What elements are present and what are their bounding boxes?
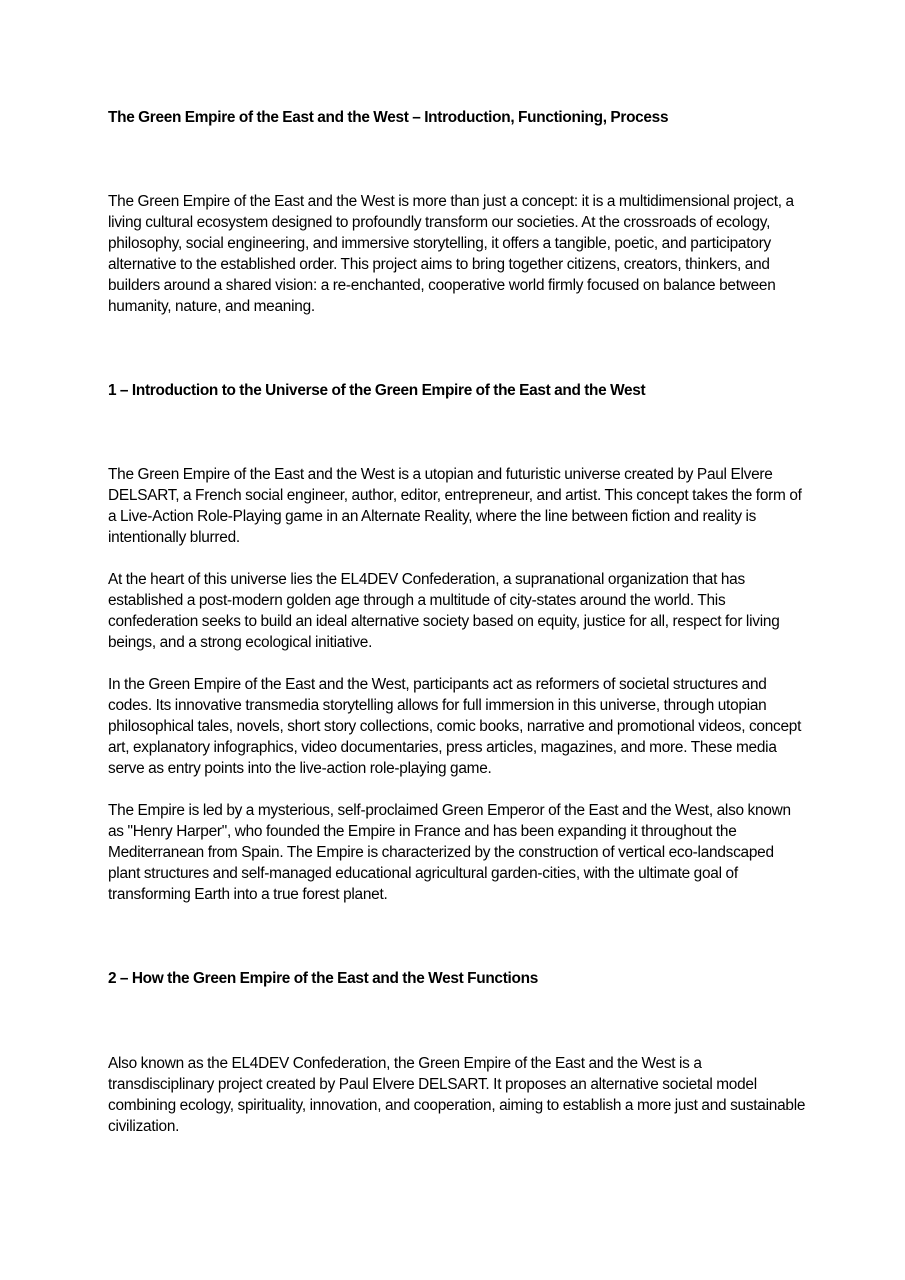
intro-paragraph: The Green Empire of the East and the West is more than just a concept: it is a multidimensional project, a living cultural ecosystem designed to profoundly transform our societies. At the crossroads of ecology, philosophy, social engineering, and immersive storytelling, it offers a tangible, poetic, and participatory alternative to the established order. This project aims to bring together citizens, creators, thinkers, and builders around a shared vision: a re-enchanted, cooperative world firmly focused on balance between humanity, nature, and meaning.	[108, 193, 794, 315]
section-1-paragraph-1: The Green Empire of the East and the West is a utopian and futuristic universe created by Paul Elvere DELSART, a French social engineer, author, editor, entrepreneur, and artist. This concept takes the form of a Live-Action Role-Playing game in an Alternate Reality, where the line between fiction and reality is intentionally blurred.	[108, 466, 802, 546]
section-2-paragraph-1: Also known as the EL4DEV Confederation, the Green Empire of the East and the West is a transdisciplinary project created by Paul Elvere DELSART. It proposes an alternative societal model combining ecology, spirituality, innovation, and cooperation, aiming to establish a more just and sustainable civilization.	[108, 1055, 806, 1135]
section-2-heading: 2 – How the Green Empire of the East and the West Functions	[108, 970, 538, 987]
section-1-paragraph-2: At the heart of this universe lies the EL4DEV Confederation, a supranational organization that has established a post-modern golden age through a multitude of city-states around the world. This confederation seeks to build an ideal alternative society based on equity, justice for all, respect for living beings, and a strong ecological initiative.	[108, 571, 780, 651]
section-1-paragraph-4: The Empire is led by a mysterious, self-proclaimed Green Emperor of the East and the West, also known as "Henry Harper", who founded the Empire in France and has been expanding it throughout the Mediterranean from Spain. The Empire is characterized by the construction of vertical eco-landscaped plant structures and self-managed educational agricultural garden-cities, with the ultimate goal of transforming Earth into a true forest planet.	[108, 802, 791, 903]
section-1-paragraph-3: In the Green Empire of the East and the West, participants act as reformers of societal structures and codes. Its innovative transmedia storytelling allows for full immersion in this universe, through utopian philosophical tales, novels, short story collections, comic books, narrative and promotional videos, concept art, explanatory infographics, video documentaries, press articles, magazines, and more. These media serve as entry points into the live-action role-playing game.	[108, 676, 802, 777]
section-1-heading: 1 – Introduction to the Universe of the Green Empire of the East and the West	[108, 382, 646, 399]
document-title: The Green Empire of the East and the West – Introduction, Functioning, Process	[108, 109, 669, 126]
